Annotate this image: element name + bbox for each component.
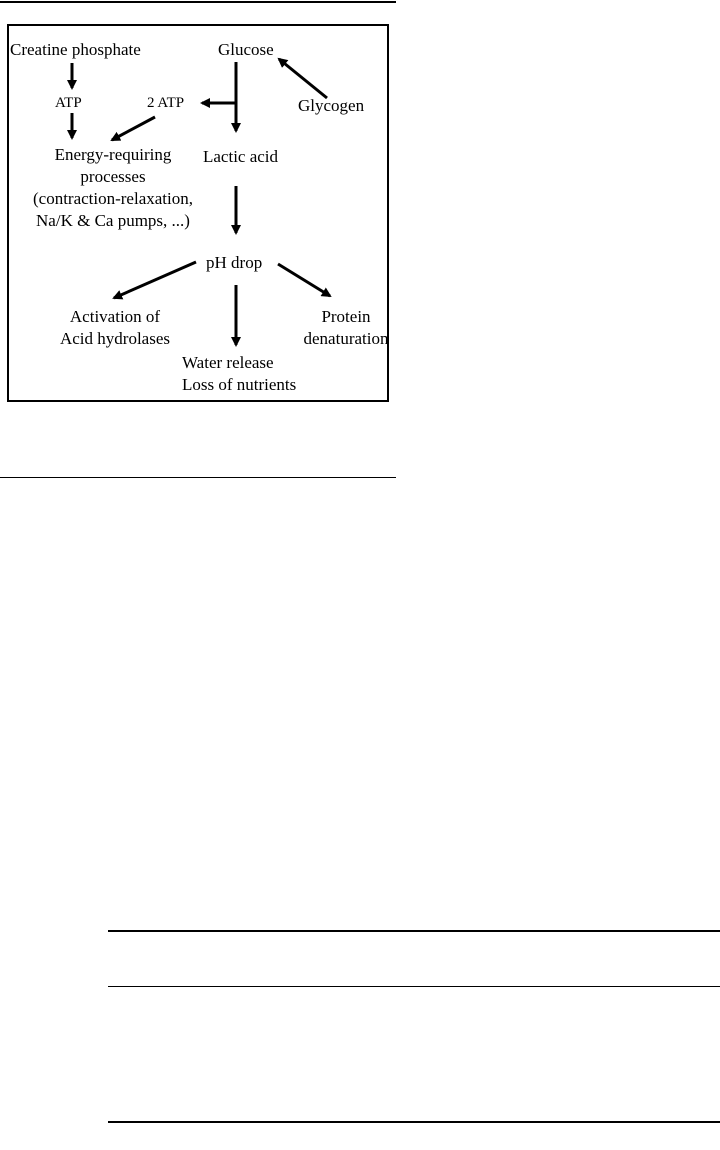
node-energy-line-4: Na/K & Ca pumps, ...) xyxy=(36,211,190,230)
table-top-rule xyxy=(108,930,720,932)
node-activation-line-1: Activation of xyxy=(69,307,161,326)
node-glycogen: Glycogen xyxy=(298,96,365,115)
node-ph-drop: pH drop xyxy=(206,253,263,272)
node-activation-line-2: Acid hydrolases xyxy=(59,329,170,348)
node-atp: ATP xyxy=(55,95,82,111)
node-lactic-acid: Lactic acid xyxy=(203,147,279,166)
node-water-line-2: Loss of nutrients xyxy=(182,375,297,394)
table-header-rule xyxy=(108,986,720,987)
top-rule xyxy=(0,1,396,3)
node-energy-line-1: Energy-requiring xyxy=(54,145,172,164)
node-protein-line-1: Protein xyxy=(321,307,371,326)
node-glucose: Glucose xyxy=(218,40,274,59)
figure-bottom-rule xyxy=(0,477,396,478)
node-energy-line-3: (contraction-relaxation, xyxy=(32,189,193,208)
node-energy-line-2: processes xyxy=(80,167,146,186)
node-water-line-1: Water release xyxy=(182,353,274,372)
node-protein-line-2: denaturation xyxy=(303,329,389,348)
table-bottom-rule xyxy=(108,1121,720,1123)
node-creatine-phosphate: Creatine phosphate xyxy=(10,40,141,59)
node-2-atp: 2 ATP xyxy=(147,95,185,111)
